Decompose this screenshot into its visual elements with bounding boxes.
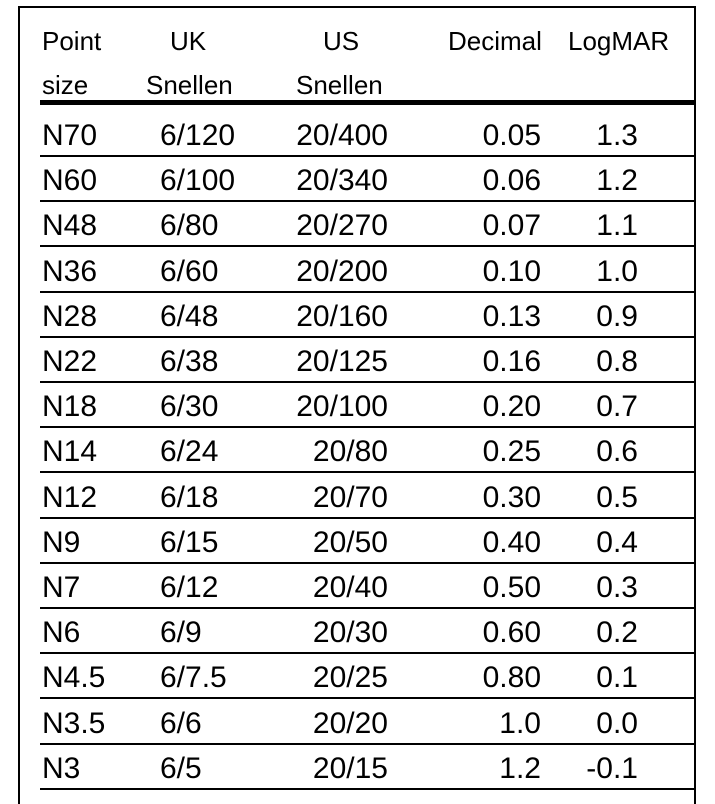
cell-uk-snellen: 6/5 (160, 751, 202, 785)
cell-point-size: N12 (42, 480, 98, 514)
table-row (20, 745, 694, 790)
cell-logmar: 1.0 (596, 254, 638, 288)
table-row (20, 654, 694, 699)
cell-uk-snellen: 6/9 (160, 616, 202, 650)
cell-point-size: N4.5 (42, 661, 106, 695)
cell-uk-snellen: 6/7.5 (160, 661, 227, 695)
cell-us-snellen: 20/15 (312, 751, 388, 785)
cell-decimal: 0.25 (482, 435, 541, 469)
cell-us-snellen: 20/50 (312, 525, 388, 559)
cell-logmar: 1.3 (596, 119, 638, 152)
cell-point-size: N7 (42, 571, 81, 604)
cell-us-snellen: 20/125 (296, 345, 388, 378)
cell-logmar: 0.3 (596, 571, 638, 604)
cell-decimal: 0.80 (482, 661, 541, 695)
cell-logmar: 0.2 (596, 616, 638, 650)
cell-point-size: N48 (42, 209, 98, 243)
cell-decimal: 0.60 (482, 616, 541, 650)
table-row (20, 609, 694, 654)
cell-point-size: N60 (42, 164, 98, 198)
table-row (20, 338, 694, 383)
cell-point-size: N14 (42, 435, 98, 469)
cell-us-snellen: 20/160 (296, 299, 388, 333)
cell-decimal: 0.13 (482, 299, 541, 333)
cell-point-size: N36 (42, 254, 98, 288)
table-row (20, 474, 694, 519)
cell-us-snellen: 20/270 (296, 209, 388, 243)
cell-uk-snellen: 6/6 (160, 706, 202, 740)
cell-point-size: N22 (42, 345, 98, 378)
cell-uk-snellen: 6/48 (160, 299, 219, 333)
cell-decimal: 1.2 (499, 751, 541, 785)
table-row (20, 112, 694, 157)
cell-logmar: 0.8 (596, 345, 638, 378)
cell-decimal: 0.05 (482, 119, 541, 152)
cell-uk-snellen: 6/38 (160, 345, 219, 378)
cell-logmar: 0.4 (596, 525, 638, 559)
header-size: size (42, 70, 89, 100)
cell-decimal: 0.40 (482, 525, 541, 559)
cell-us-snellen: 20/20 (312, 706, 388, 740)
cell-logmar: 0.6 (596, 435, 638, 469)
cell-logmar: 0.7 (596, 390, 638, 424)
cell-point-size: N3 (42, 751, 81, 785)
table-row (20, 700, 694, 745)
cell-us-snellen: 20/200 (296, 254, 388, 288)
cell-us-snellen: 20/25 (312, 661, 388, 695)
table-row (20, 202, 694, 247)
cell-decimal: 0.30 (482, 480, 541, 514)
cell-decimal: 0.06 (482, 164, 541, 198)
cell-decimal: 1.0 (499, 706, 541, 740)
cell-us-snellen: 20/80 (312, 435, 388, 469)
cell-us-snellen: 20/70 (312, 480, 388, 514)
header-logmar: LogMAR (568, 26, 670, 56)
header-decimal: Decimal (448, 26, 542, 56)
cell-point-size: N3.5 (42, 706, 106, 740)
cell-uk-snellen: 6/30 (160, 390, 219, 424)
cell-point-size: N9 (42, 525, 81, 559)
cell-us-snellen: 20/100 (296, 390, 388, 424)
cell-decimal: 0.07 (482, 209, 541, 243)
cell-point-size: N70 (42, 119, 98, 152)
table-row (20, 428, 694, 473)
cell-us-snellen: 20/40 (312, 571, 388, 604)
cell-logmar: 1.2 (596, 164, 638, 198)
cell-uk-snellen: 6/24 (160, 435, 219, 469)
cell-uk-snellen: 6/100 (160, 164, 236, 198)
table-row (20, 519, 694, 564)
table-row (20, 157, 694, 202)
cell-decimal: 0.50 (482, 571, 541, 604)
cell-logmar: 0.1 (596, 661, 638, 695)
cell-us-snellen: 20/400 (296, 119, 388, 152)
cell-uk-snellen: 6/12 (160, 571, 219, 604)
row-divider (40, 788, 696, 790)
cell-decimal: 0.20 (482, 390, 541, 424)
header-divider (40, 100, 695, 105)
header-uk: UK (170, 26, 207, 56)
table-row (20, 383, 694, 428)
cell-uk-snellen: 6/60 (160, 254, 219, 288)
cell-logmar: 0.9 (596, 299, 638, 333)
header-us-snellen: Snellen (296, 70, 383, 100)
cell-us-snellen: 20/340 (296, 164, 388, 198)
cell-uk-snellen: 6/18 (160, 480, 219, 514)
cell-logmar: -0.1 (586, 751, 638, 785)
header-point: Point (42, 26, 102, 56)
cell-uk-snellen: 6/120 (160, 119, 236, 152)
table-row (20, 248, 694, 293)
cell-us-snellen: 20/30 (312, 616, 388, 650)
table-header-row-1 (20, 28, 694, 68)
cell-point-size: N18 (42, 390, 98, 424)
table-row (20, 293, 694, 338)
cell-decimal: 0.16 (482, 345, 541, 378)
cell-logmar: 1.1 (596, 209, 638, 243)
cell-uk-snellen: 6/15 (160, 525, 219, 559)
cell-point-size: N28 (42, 299, 98, 333)
header-us: US (323, 26, 360, 56)
table-row (20, 564, 694, 609)
cell-uk-snellen: 6/80 (160, 209, 219, 243)
cell-point-size: N6 (42, 616, 81, 650)
table-header-row-2 (20, 72, 694, 112)
cell-decimal: 0.10 (482, 254, 541, 288)
acuity-table (18, 6, 696, 804)
cell-logmar: 0.5 (596, 480, 638, 514)
header-uk-snellen: Snellen (146, 70, 233, 100)
cell-logmar: 0.0 (596, 706, 638, 740)
